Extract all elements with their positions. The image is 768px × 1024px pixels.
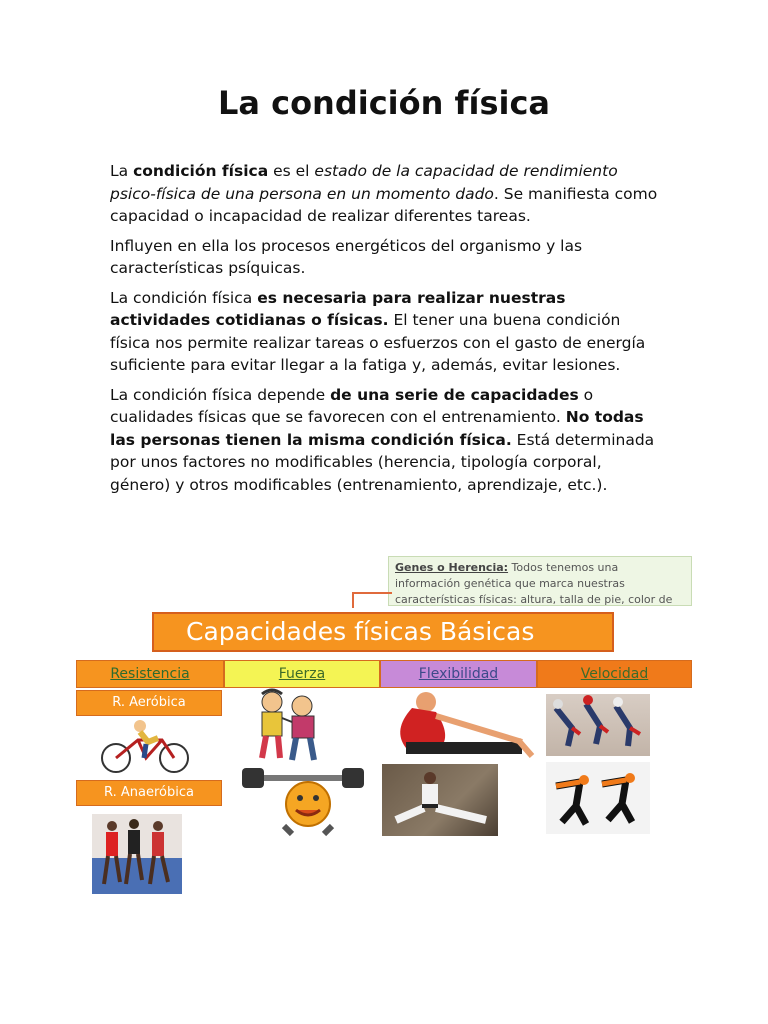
text-run: El tener una buena condición física nos permite realizar tareas o esfuerzos con el gasto de energía suficiente para evitar llegar a la fatiga y, además, evitar lesiones. — [110, 311, 646, 374]
subtype-anaerobica: R. Anaeróbica — [76, 780, 222, 806]
connector-arrow — [352, 592, 392, 608]
genes-note — [388, 556, 692, 606]
genes-text: Todos tenemos una información genética que marca nuestras características físicas: altura, talla de pie, color de — [395, 561, 673, 606]
speed-skaters-photo — [546, 762, 650, 834]
genes-label: Genes o Herencia: — [395, 561, 509, 574]
main-banner: Capacidades físicas Básicas — [152, 612, 614, 652]
stretching-illustration — [382, 690, 538, 764]
speed-skaters-figures — [546, 762, 650, 834]
text-run: La — [110, 162, 134, 180]
capacidades-infographic — [76, 556, 692, 896]
dumbbell-smiley-illustration — [238, 764, 368, 840]
category-velocidad: Velocidad — [537, 660, 692, 688]
paragraph-4 — [110, 384, 660, 497]
paragraph-2 — [110, 235, 660, 280]
cyclists-race-photo — [546, 694, 650, 756]
category-resistencia: Resistencia — [76, 660, 224, 688]
text-run-italic: estado de la capacidad de rendimiento psico-física de una persona en un momento dado — [110, 162, 618, 203]
kids-pushing-illustration — [244, 688, 332, 764]
text-run: Está determinada por unos factores no modificables (herencia, tipología corporal, género) y otros modificables (entrenamiento, aprendizaje, etc.). — [110, 430, 655, 494]
text-run: o cualidades físicas que se favorecen con el entrenamiento. — [110, 385, 594, 426]
paragraph-1 — [110, 160, 660, 228]
runners-photo — [92, 814, 182, 894]
text-run-bold: es necesaria para realizar nuestras actividades cotidianas o físicas. — [110, 288, 566, 329]
cyclists-race-figures — [546, 694, 650, 756]
text-run-bold: condición física — [133, 162, 269, 180]
martial-arts-figure — [382, 764, 498, 836]
paragraph-3 — [110, 287, 660, 377]
subtype-aerobica: R. Aeróbica — [76, 690, 222, 716]
text-run: La condición física — [110, 288, 258, 307]
document-body — [110, 160, 660, 503]
text-run-bold: de una serie de capacidades — [330, 385, 579, 404]
category-flexibilidad: Flexibilidad — [380, 660, 537, 688]
page-title: La condición física — [217, 84, 551, 122]
text-run: La condición física depende — [110, 385, 331, 404]
text-run: es el — [268, 162, 315, 180]
cyclist-illustration — [96, 718, 196, 774]
category-fuerza: Fuerza — [224, 660, 380, 688]
text-run-bold: No todas las personas tienen la misma condición física. — [110, 408, 644, 449]
runners-figures — [92, 814, 182, 894]
text-run: . Se manifiesta como capacidad o incapacidad de realizar diferentes tareas. — [110, 184, 658, 225]
martial-arts-photo — [382, 764, 498, 836]
text-run: Influyen en ella los procesos energéticos del organismo y las características psíquicas. — [110, 236, 583, 277]
